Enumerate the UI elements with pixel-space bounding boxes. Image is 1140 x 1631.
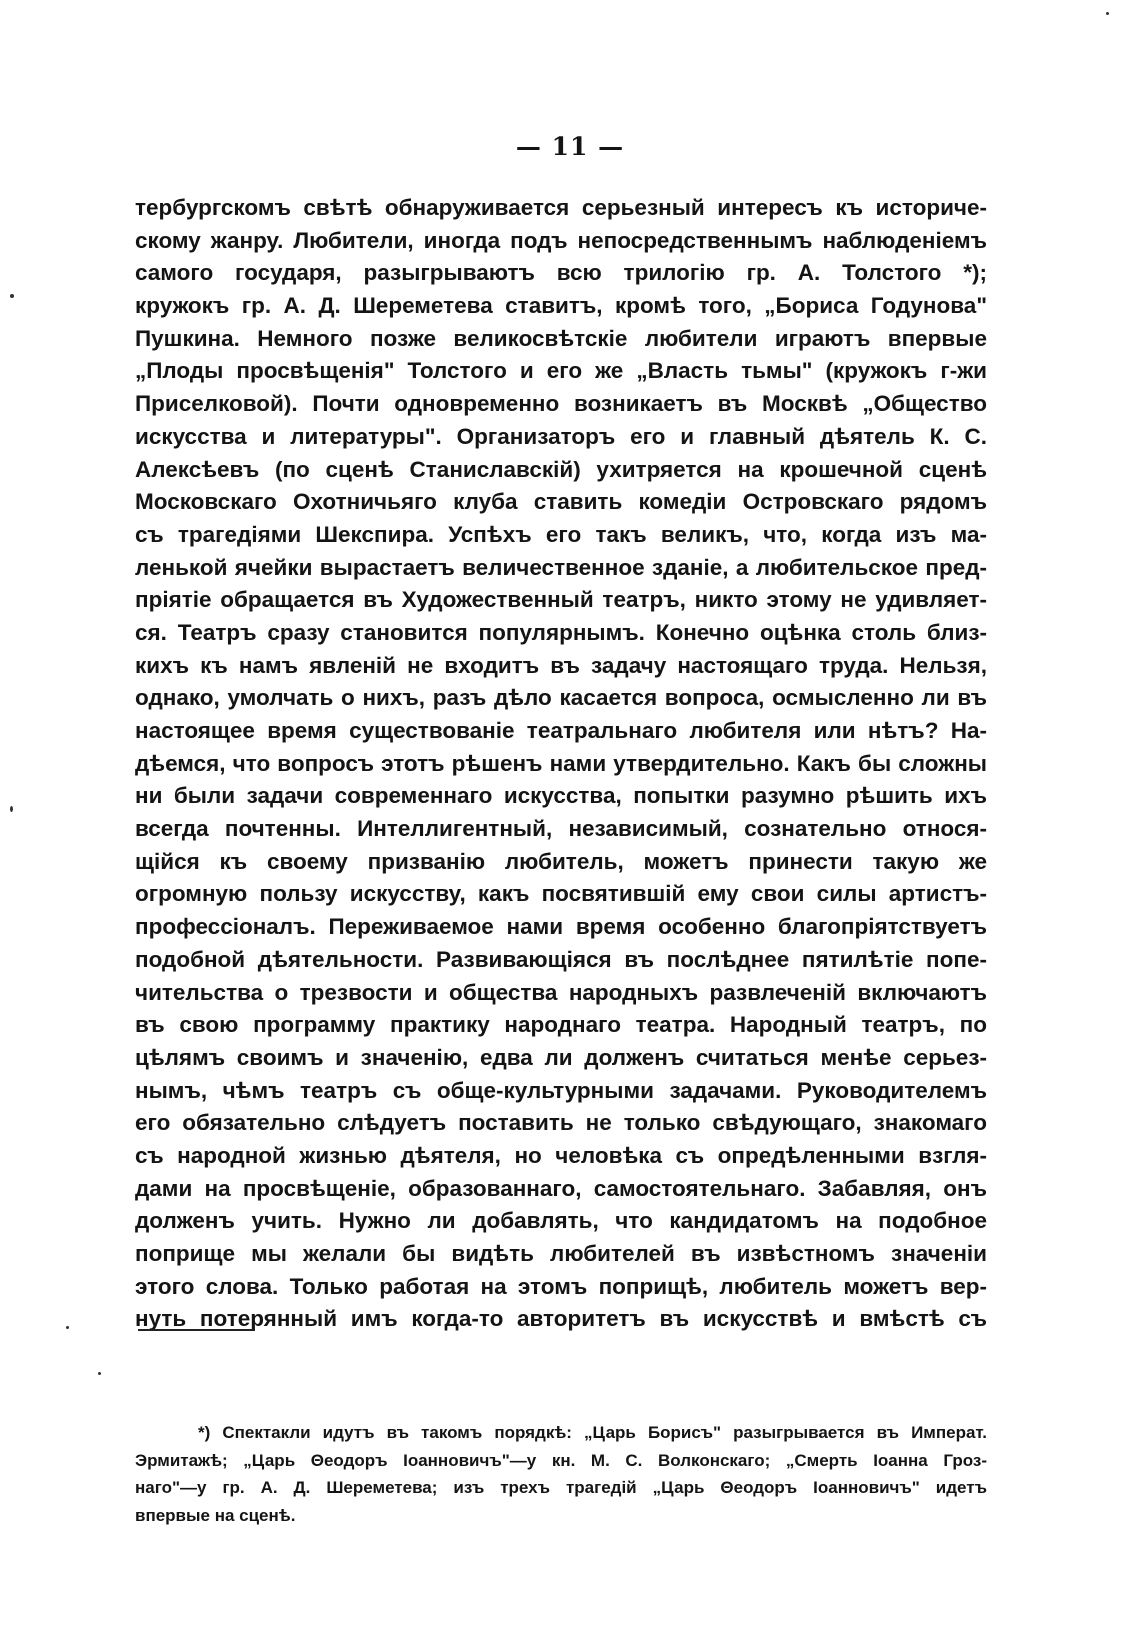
footnote-line: впервые на сценѣ. — [135, 1505, 296, 1525]
body-text — [135, 192, 987, 1336]
footnote-line: Эрмитажѣ; „Царь Θеодоръ Іоанновичъ"—у кн. М. С. Волконскаго; „Смерть Іоанна Гроз- — [135, 1450, 987, 1470]
text-line: ни были задачи современнаго искусства, попытки разумно рѣшить ихъ — [135, 783, 987, 809]
text-line: ленькой ячейки вырастаетъ величественное зданіе, а любительское пред- — [135, 554, 987, 580]
text-line: подобной дѣятельности. Развивающіяся въ послѣднее пятилѣтіе попе- — [135, 946, 987, 972]
text-line: огромную пользу искусству, какъ посвятившій ему свои силы артистъ- — [135, 881, 987, 907]
text-line: профессіоналъ. Переживаемое нами время особенно благопріятствуетъ — [135, 914, 987, 940]
text-line: нымъ, чѣмъ театръ съ обще-культурными задачами. Руководителемъ — [135, 1077, 987, 1103]
text-line: искусства и литературы". Организаторъ его и главный дѣятель К. С. — [135, 423, 987, 449]
text-line: этого слова. Только работая на этомъ поприщѣ, любитель можетъ вер- — [135, 1273, 987, 1299]
text-line: Пушкина. Немного позже великосвѣтскіе любители играютъ впервые — [135, 325, 987, 351]
text-line: дами на просвѣщеніе, образованнаго, самостоятельнаго. Забавляя, онъ — [135, 1175, 987, 1201]
text-line: „Плоды просвѣщенія" Толстого и его же „Власть тьмы" (кружокъ г-жи — [135, 358, 987, 384]
text-line: его обязательно слѣдуетъ поставить не только свѣдующаго, знакомаго — [135, 1110, 987, 1136]
text-line: Московскаго Охотничьяго клуба ставить комедіи Островскаго рядомъ — [135, 489, 987, 515]
text-line: всегда почтенны. Интеллигентный, независимый, сознательно относя- — [135, 816, 987, 842]
text-line: въ свою программу практику народнаго театра. Народный театръ, по — [135, 1012, 987, 1038]
text-line: дѣемся, что вопросъ этотъ рѣшенъ нами утвердительно. Какъ бы сложны — [135, 750, 987, 776]
text-line: пріятіе обращается въ Художественный театръ, никто этому не удивляет- — [135, 587, 987, 613]
text-line: скому жанру. Любители, иногда подъ непосредственнымъ наблюденіемъ — [135, 227, 987, 253]
footnote-divider — [138, 1329, 255, 1331]
text-line: тербургскомъ свѣтѣ обнаруживается серьезный интересъ къ историче- — [135, 195, 987, 220]
text-line: самого государя, разыгрываютъ всю трилогію гр. А. Толстого *); — [135, 260, 987, 286]
scan-speck — [10, 806, 13, 812]
text-line: съ трагедіями Шекспира. Успѣхъ его такъ великъ, что, когда изъ ма- — [135, 521, 987, 547]
text-line: Приселковой). Почти одновременно возникаетъ въ Москвѣ „Общество — [135, 391, 987, 417]
footnote-line: *) Спектакли идутъ въ такомъ порядкѣ: „Царь Борисъ" разыгрывается въ Императ. — [198, 1423, 987, 1442]
text-line: щійся къ своему призванію любитель, можетъ принести такую же — [135, 848, 987, 874]
text-line: кружокъ гр. А. Д. Шереметева ставитъ, кромѣ того, „Бориса Годунова" — [135, 293, 987, 319]
scan-speck — [10, 294, 14, 298]
footnote-line: наго"—у гр. А. Д. Шереметева; изъ трехъ трагедій „Царь Θеодоръ Іоанновичъ" идетъ — [135, 1478, 987, 1497]
text-line: цѣлямъ своимъ и значенію, едва ли долженъ считаться менѣе серьез- — [135, 1044, 987, 1070]
text-line: ся. Театръ сразу становится популярнымъ. Конечно оцѣнка столь близ- — [135, 619, 987, 645]
text-line: съ народной жизнью дѣятеля, но человѣка съ опредѣленными взгля- — [135, 1142, 987, 1168]
scan-speck — [1106, 12, 1109, 15]
scan-speck — [98, 1372, 101, 1375]
text-line: поприще мы желали бы видѣть любителей въ извѣстномъ значеніи — [135, 1241, 987, 1266]
text-line: чительства о трезвости и общества народныхъ развлеченій включаютъ — [135, 979, 987, 1005]
page-number: — 11 — — [515, 132, 625, 161]
text-line: кихъ къ намъ явленій не входитъ въ задачу настоящаго труда. Нельзя, — [135, 652, 987, 678]
text-line: однако, умолчать о нихъ, разъ дѣло касается вопроса, осмысленно ли въ — [135, 685, 987, 711]
footnote — [135, 1419, 987, 1529]
text-line: настоящее время существованіе театральнаго любителя или нѣтъ? На- — [135, 718, 987, 743]
text-line: долженъ учить. Нужно ли добавлять, что кандидатомъ на подобное — [135, 1208, 987, 1234]
scan-speck — [66, 1326, 69, 1329]
text-line: Алексѣевъ (по сценѣ Станиславскій) ухитряется на крошечной сценѣ — [135, 456, 987, 482]
text-line: нуть потерянный имъ когда-то авторитетъ въ искусствѣ и вмѣстѣ съ — [135, 1306, 987, 1332]
